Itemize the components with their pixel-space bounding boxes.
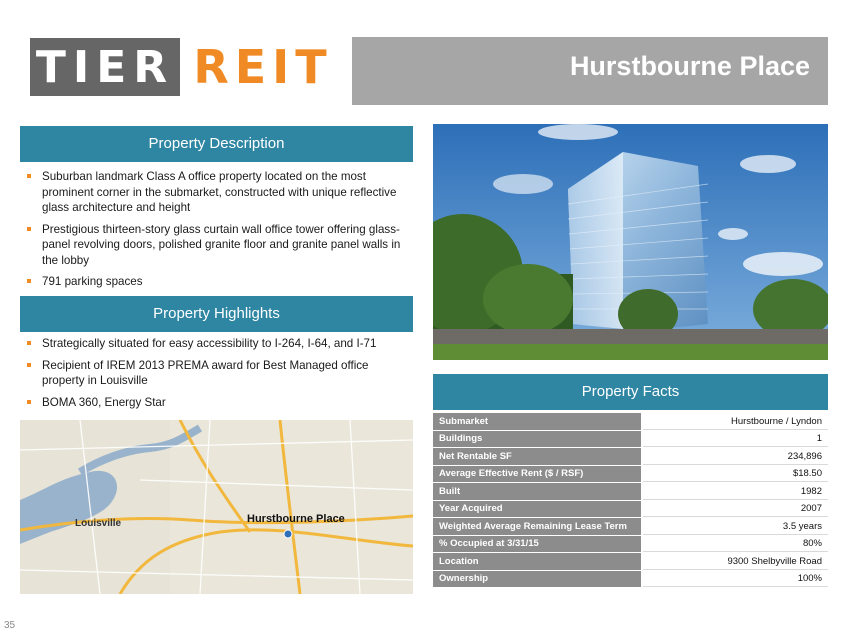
building-photo: [433, 124, 828, 360]
fact-value: 9300 Shelbyville Road: [642, 553, 828, 571]
map-city-label: Louisville: [75, 518, 122, 529]
highlight-bullet: Recipient of IREM 2013 PREMA award for Best Managed office property in Louisville: [22, 358, 407, 389]
property-facts-header: Property Facts: [433, 374, 828, 410]
description-bullet: Prestigious thirteen-story glass curtain wall office tower offering glass-panel revolving doors, polished granite floor and granite panel walls in the lobby: [22, 222, 407, 269]
fact-value: 100%: [642, 570, 828, 588]
bullet-icon: [27, 227, 31, 231]
highlights-bullets: [22, 336, 407, 416]
logo-tier: TIER: [30, 38, 180, 96]
fact-value: 234,896: [642, 448, 828, 466]
fact-row: [433, 535, 828, 553]
fact-label: Ownership: [433, 570, 642, 588]
map-pin-icon[interactable]: [284, 530, 292, 538]
description-bullet: 791 parking spaces: [22, 274, 407, 290]
fact-row: [433, 465, 828, 483]
fact-label: Location: [433, 553, 642, 571]
map-location-label: Hurstbourne Place: [247, 513, 345, 525]
highlight-bullet: Strategically situated for easy accessibility to I-264, I-64, and I-71: [22, 336, 407, 352]
fact-row: [433, 413, 828, 430]
title-bar: [352, 37, 828, 105]
fact-value: Hurstbourne / Lyndon: [642, 413, 828, 430]
fact-label: Weighted Average Remaining Lease Term: [433, 518, 642, 536]
property-facts-table: [433, 413, 828, 588]
fact-label: % Occupied at 3/31/15: [433, 535, 642, 553]
fact-row: [433, 553, 828, 571]
bullet-icon: [27, 400, 31, 404]
fact-label: Average Effective Rent ($ / RSF): [433, 465, 642, 483]
fact-row: [433, 518, 828, 536]
fact-value: 2007: [642, 500, 828, 518]
fact-value: 1982: [642, 483, 828, 501]
bullet-icon: [27, 174, 31, 178]
location-map[interactable]: [20, 420, 413, 594]
highlight-bullet: BOMA 360, Energy Star: [22, 395, 407, 411]
fact-label: Submarket: [433, 413, 642, 430]
fact-label: Net Rentable SF: [433, 448, 642, 466]
fact-label: Year Acquired: [433, 500, 642, 518]
property-description-header: Property Description: [20, 126, 413, 162]
fact-value: 80%: [642, 535, 828, 553]
fact-value: $18.50: [642, 465, 828, 483]
page-number: 35: [4, 620, 16, 631]
fact-row: [433, 500, 828, 518]
bullet-icon: [27, 279, 31, 283]
bullet-icon: [27, 363, 31, 367]
description-bullets: [22, 169, 407, 296]
fact-value: 3.5 years: [642, 518, 828, 536]
fact-label: Built: [433, 483, 642, 501]
bullet-icon: [27, 341, 31, 345]
fact-row: [433, 483, 828, 501]
logo-reit: REIT: [186, 38, 340, 96]
fact-label: Buildings: [433, 430, 642, 448]
fact-value: 1: [642, 430, 828, 448]
fact-row: [433, 570, 828, 588]
property-highlights-header: Property Highlights: [20, 296, 413, 332]
fact-row: [433, 430, 828, 448]
fact-row: [433, 448, 828, 466]
description-bullet: Suburban landmark Class A office property located on the most prominent corner in the submarket, constructed with unique reflective glass architecture and height: [22, 169, 407, 216]
page-title: Hurstbourne Place: [569, 51, 810, 81]
